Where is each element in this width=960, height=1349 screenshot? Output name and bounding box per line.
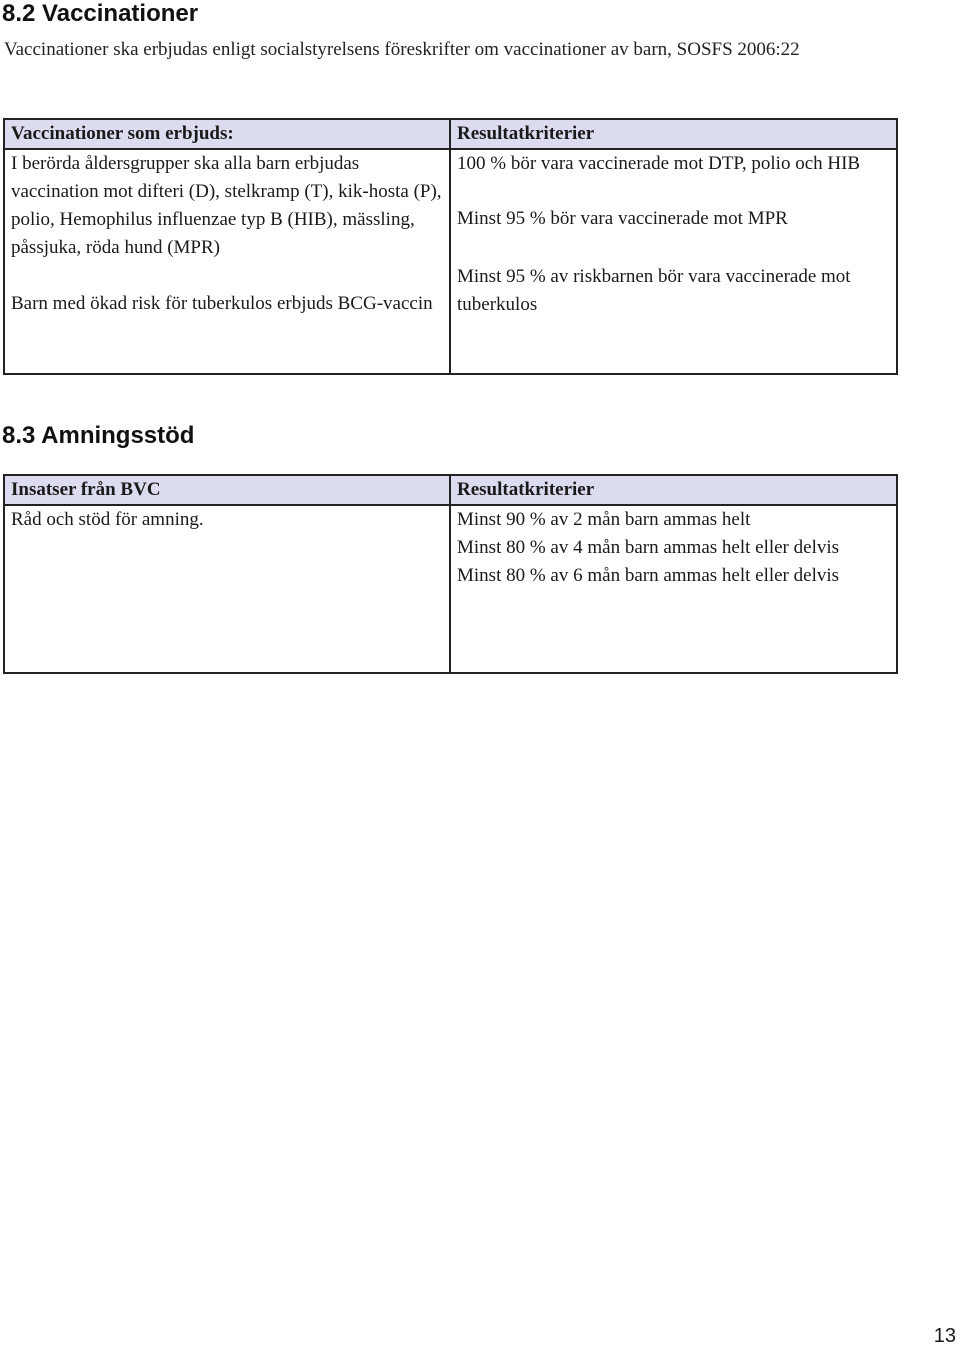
vaccination-table [3, 118, 898, 375]
table-header-row [4, 119, 897, 149]
bvc-interventions-cell [4, 505, 450, 673]
result-criteria-cell [450, 505, 897, 673]
list-item: I berörda åldersgrupper ska alla barn erbjudas vaccination mot difteri (D), stelkramp (T), kik-hosta (P), polio, Hemophilus influenzae typ B (HIB), mässling, påssjuka, röda hund (MPR) [11, 153, 442, 258]
table-header-row [4, 475, 897, 505]
list-item: Minst 80 % av 4 mån barn ammas helt eller delvis [457, 537, 840, 558]
header-cell-vaccinations-offered [4, 119, 450, 149]
list-item: Minst 90 % av 2 mån barn ammas helt [457, 509, 751, 530]
header-cell-result-criteria [450, 475, 897, 505]
table-body-row [4, 505, 897, 673]
vaccinations-offered-cell [4, 149, 450, 374]
list-item: 100 % bör vara vaccinerade mot DTP, polio och HIB [457, 153, 861, 174]
header-label: Resultatkriterier [457, 123, 595, 144]
section-heading-vaccinationer: 8.2 Vaccinationer [2, 0, 199, 27]
table-body-row [4, 149, 897, 374]
list-item: Minst 95 % av riskbarnen bör vara vaccinerade mot tuberkulos [457, 266, 851, 315]
result-criteria-cell [450, 149, 897, 374]
header-cell-result-criteria [450, 119, 897, 149]
breastfeeding-table [3, 474, 898, 674]
page-number: 13 [933, 1325, 956, 1347]
header-label: Resultatkriterier [457, 479, 595, 500]
list-item: Råd och stöd för amning. [11, 509, 204, 530]
list-item: Minst 95 % bör vara vaccinerade mot MPR [457, 208, 788, 229]
list-item: Barn med ökad risk för tuberkulos erbjuds BCG-vaccin [11, 293, 433, 314]
list-item: Minst 80 % av 6 mån barn ammas helt eller delvis [457, 565, 840, 586]
header-cell-bvc-interventions [4, 475, 450, 505]
section-heading-amningsstod: 8.3 Amningsstöd [2, 422, 195, 449]
intro-paragraph: Vaccinationer ska erbjudas enligt socialstyrelsens föreskrifter om vaccinationer av barn, SOSFS 2006:22 [4, 39, 800, 60]
header-label: Insatser från BVC [11, 479, 161, 500]
header-label: Vaccinationer som erbjuds: [11, 123, 234, 144]
